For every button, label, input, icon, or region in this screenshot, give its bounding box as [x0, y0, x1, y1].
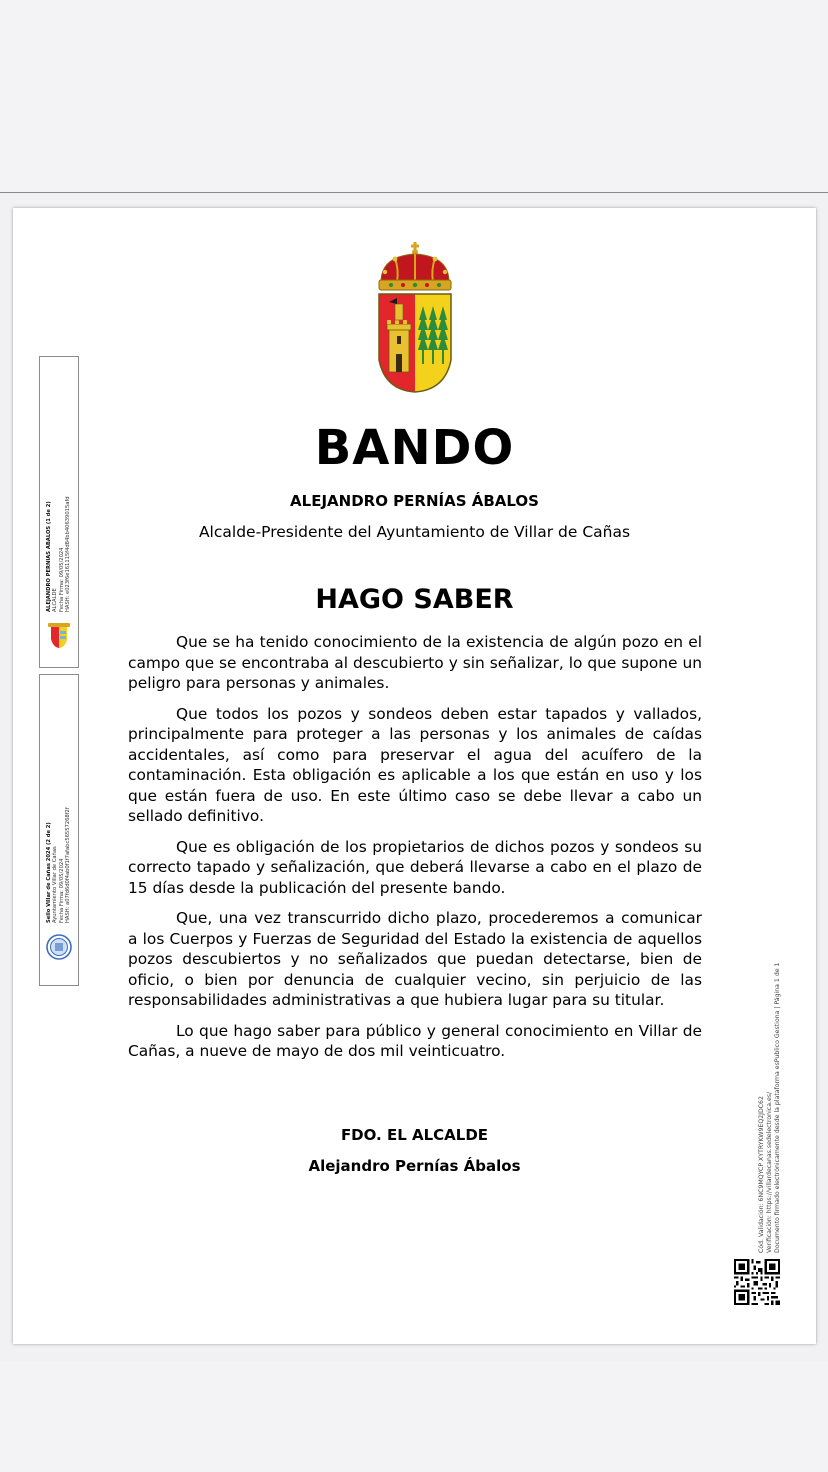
- validation-info: Cód. Validación: 6NC9MQYCP XYTRYKW9EQ2JDC62 Verificación: https://villardecanas.sedelectronica.es/ Documento firmado electrónicamente desde la plataforma esPublico Gestiona | Página 1 de 1: [758, 962, 781, 1253]
- qr-code-icon: [734, 1259, 780, 1305]
- document-page: [13, 208, 816, 1344]
- document-body: [128, 632, 702, 1072]
- paragraph: Lo que hago saber para público y general conocimiento en Villar de Cañas, a nueve de mayo de dos mil veinticuatro.: [128, 1021, 702, 1060]
- paragraph: Que es obligación de los propietarios de dichos pozos y sondeos su correcto tapado y señalización, que deberá llevarse a cabo en el plazo de 15 días desde la publicación del presente bando.: [128, 837, 702, 897]
- document-subtitle: HAGO SABER: [315, 584, 514, 615]
- paragraph: Que todos los pozos y sondeos deben estar tapados y vallados, principalmente para proteger a las personas y los animales de caídas accidentales, así como para preservar el agua del acuífero de la contaminación. Esta obligación es aplicable a los que están en uso y los que están fuera de uso. En este último caso se debe llevar a cabo un sellado definitivo.: [128, 704, 702, 825]
- signature-stamp-mayor: [39, 356, 79, 668]
- coat-of-arms-icon: [375, 242, 455, 394]
- stamp-text: Sello Villar de Cañas 2024 (2 de 2) Ayuntamiento Villar de Cañas Fecha Firma: 09/05/2024 HASH: a07fd6d0f4ab0f1f7afabc56557268f2f: [46, 807, 71, 923]
- paragraph: Que, una vez transcurrido dicho plazo, procederemos a comunicar a los Cuerpos y Fuerzas de Seguridad del Estado la existencia de aquellos pozos descubiertos y no señalizados que puedan detectarse, bien de oficio, o bien por denuncia de cualquier vecino, sin perjuicio de las responsabilidades administrativas a que hubiera lugar para su titular.: [128, 909, 702, 1009]
- seal-icon: [45, 933, 73, 961]
- signature-title: FDO. EL ALCALDE: [340, 1126, 489, 1144]
- paragraph: Que se ha tenido conocimiento de la existencia de algún pozo en el campo que se encontraba al descubierto y sin señalizar, lo que supone un peligro para personas y animales.: [128, 633, 702, 692]
- viewer-top-band: [0, 0, 828, 192]
- document-title: BANDO: [314, 420, 515, 476]
- municipal-logo-icon: [45, 621, 73, 649]
- mayor-role: Alcalde-Presidente del Ayuntamiento de Villar de Cañas: [198, 523, 631, 541]
- mayor-name: ALEJANDRO PERNÍAS ÁBALOS: [290, 492, 539, 510]
- signature-name: Alejandro Pernías Ábalos: [308, 1157, 521, 1175]
- stamp-text: ALEJANDRO PERNIAS ABALOS (1 de 2) ALCALDE Fecha Firma: 09/05/2024 HASH: e023f6e161115f4d84bb40639015afd: [46, 496, 71, 612]
- signature-stamp-seal: [39, 674, 79, 986]
